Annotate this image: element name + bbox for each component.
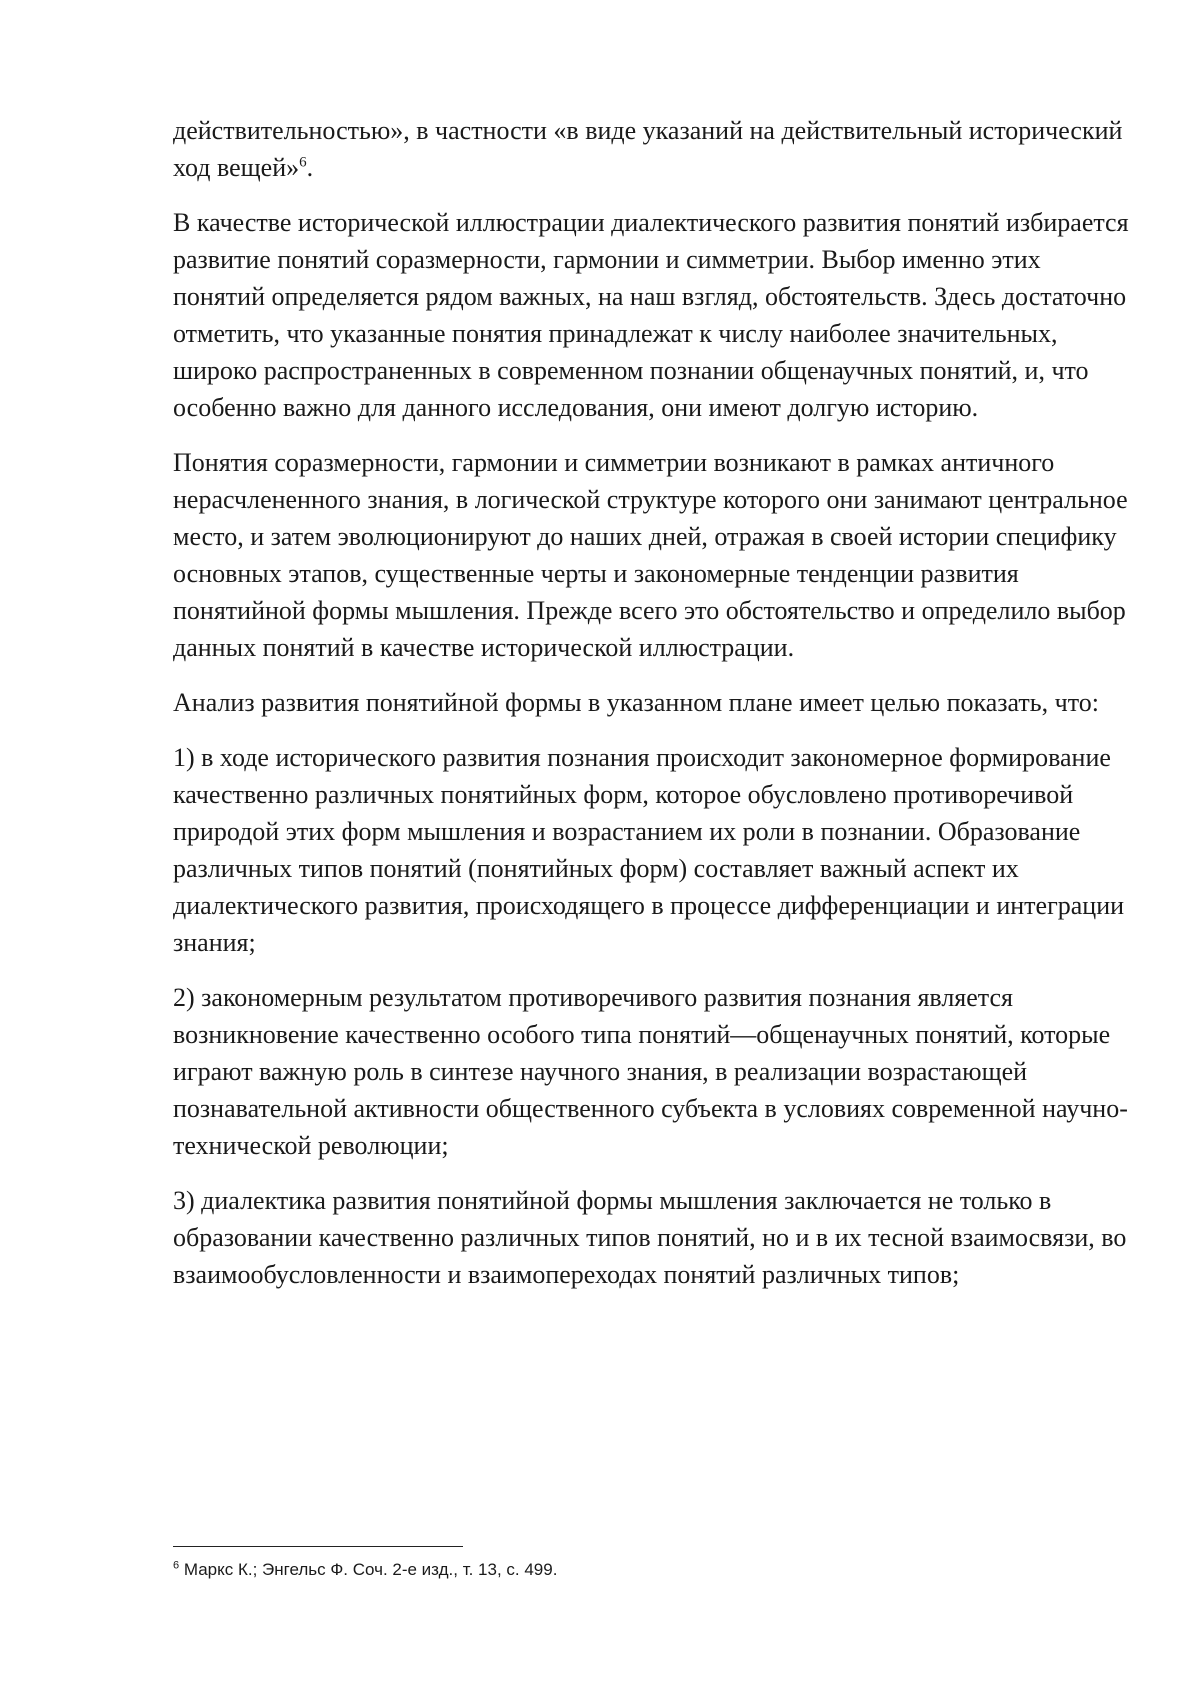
footnote	[173, 1559, 557, 1581]
list-paragraph: 2) закономерным результатом противоречивого развития познания является возникновение качественно особого типа понятий—общенаучных понятий, которые играют важную роль в синтезе научного знания, в реализации возрастающей познавательной активности общественного субъекта в условиях современной научно-технической революции;	[173, 983, 1128, 1160]
paragraph: В качестве исторической иллюстрации диалектического развития понятий избирается развитие понятий соразмерности, гармонии и симметрии. Выбор именно этих понятий определяется рядом важных, на наш взгляд, обстоятельств. Здесь достаточно отметить, что указанные понятия принадлежат к числу наиболее значительных, широко распространенных в современном познании общенаучных понятий, и, что особенно важно для данного исследования, они имеют долгую историю.	[173, 208, 1129, 422]
paragraph: Понятия соразмерности, гармонии и симметрии возникают в рамках античного нерасчлененного знания, в логической структуре которого они занимают центральное место, и затем эволюционируют до наших дней, отражая в своей истории специфику основных этапов, существенные черты и закономерные тенденции развития понятийной формы мышления. Прежде всего это обстоятельство и определило выбор данных понятий в качестве исторической иллюстрации.	[173, 448, 1128, 662]
paragraph-text: действительностью», в частности «в виде указаний на действительный исторический ход вещей»	[173, 116, 1123, 182]
paragraph-end: .	[306, 153, 314, 182]
paragraph: Анализ развития понятийной формы в указанном плане имеет целью показать, что:	[173, 688, 1099, 717]
list-paragraph: 1) в ходе исторического развития познания происходит закономерное формирование качественно различных понятийных форм, которое обусловлено противоречивой природой этих форм мышления и возрастанием их роли в познании. Образование различных типов понятий (понятийных форм) составляет важный аспект их диалектического развития, происходящего в процессе дифференциации и интеграции знания;	[173, 743, 1125, 957]
paragraph-continuation	[173, 112, 1133, 186]
footnote-reference[interactable]: 6	[299, 154, 307, 171]
footnote-text: Маркс К.; Энгельс Ф. Соч. 2-е изд., т. 13, с. 499.	[179, 1560, 558, 1579]
footnote-number: 6	[173, 1559, 180, 1572]
body-text	[173, 112, 1133, 1311]
footnote-separator	[173, 1546, 463, 1547]
list-paragraph: 3) диалектика развития понятийной формы мышления заключается не только в образовании качественно различных типов понятий, но и в их тесной взаимосвязи, во взаимообусловленности и взаимопереходах понятий различных типов;	[173, 1186, 1127, 1289]
